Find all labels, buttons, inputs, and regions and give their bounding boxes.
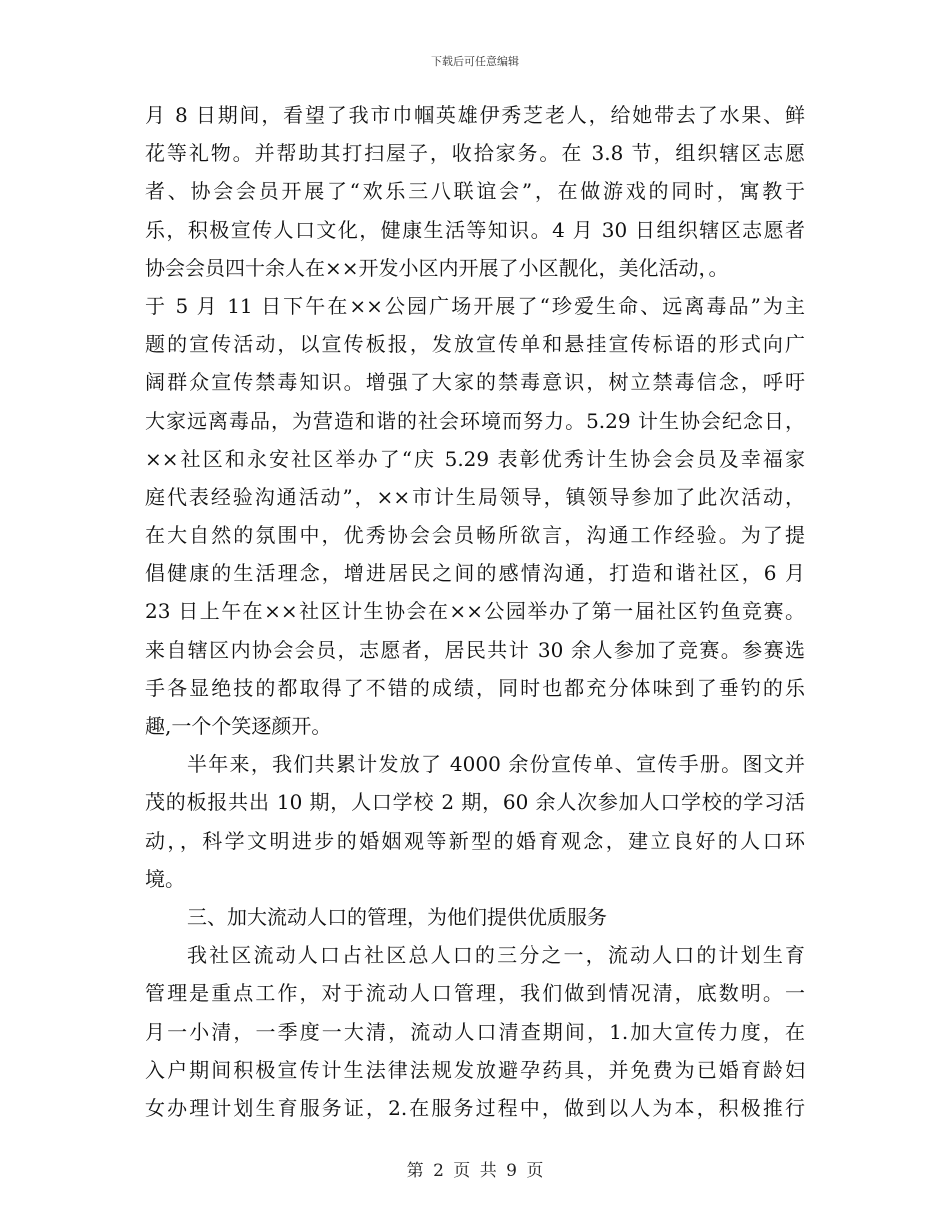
paragraph-first-line: 我社区流动人口占社区总人口的三分之一，流动人口的计划生育 <box>187 943 805 968</box>
body-line: 大家远离毒品，为营造和谐的社会环境而努力。5.29 计生协会纪念日， <box>145 408 805 433</box>
paragraph-first-line: 半年来，我们共累计发放了 4000 余份宣传单、宣传手册。图文并 <box>187 752 805 777</box>
body-line: 花等礼物。并帮助其打扫屋子，收拾家务。在 3.8 节，组织辖区志愿 <box>145 141 805 166</box>
document-body <box>145 96 805 1127</box>
body-line: 庭代表经验沟通活动”，××市计生局领导，镇领导参加了此次活动， <box>145 484 805 509</box>
body-line: 倡健康的生活理念，增进居民之间的感情沟通，打造和谐社区，6 月 <box>145 561 805 586</box>
body-line: 茂的板报共出 10 期，人口学校 2 期，60 余人次参加人口学校的学习活 <box>145 790 805 815</box>
body-line: 阔群众宣传禁毒知识。增强了大家的禁毒意识，树立禁毒信念，呼吁 <box>145 370 805 395</box>
body-line: 月 8 日期间，看望了我市巾帼英雄伊秀芝老人，给她带去了水果、鲜 <box>145 103 805 127</box>
body-line: 管理是重点工作，对于流动人口管理，我们做到情况清，底数明。一 <box>145 981 805 1006</box>
body-line: 手各显绝技的都取得了不错的成绩，同时也都充分体味到了垂钓的乐 <box>145 675 805 700</box>
body-line: 乐，积极宣传人口文化，健康生活等知识。4 月 30 日组织辖区志愿者 <box>145 217 805 242</box>
body-line: 月一小清，一季度一大清，流动人口清查期间，1.加大宣传力度，在 <box>145 1019 805 1044</box>
body-line: 女办理计划生育服务证，2.在服务过程中，做到以人为本，积极推行 <box>145 1095 805 1120</box>
body-line: ××社区和永安社区举办了“庆 5.29 表彰优秀计生协会会员及幸福家 <box>145 446 805 471</box>
body-line: 境。 <box>145 866 185 891</box>
body-line: 于 5 月 11 日下午在××公园广场开展了“珍爱生命、远离毒品”为主 <box>145 293 805 318</box>
body-line: 题的宣传活动，以宣传板报，发放宣传单和悬挂宣传标语的形式向广 <box>145 332 805 357</box>
body-line: 协会会员四十余人在××开发小区内开展了小区靓化，美化活动，。 <box>145 255 729 280</box>
body-line: 动，，科学文明进步的婚姻观等新型的婚育观念，建立良好的人口环 <box>145 828 805 853</box>
page-number: 第 2 页 共 9 页 <box>406 1161 544 1181</box>
body-line: 23 日上午在××社区计生协会在××公园举办了第一届社区钓鱼竞赛。 <box>145 599 805 624</box>
body-line: 在大自然的氛围中，优秀协会会员畅所欲言，沟通工作经验。为了提 <box>145 523 805 548</box>
body-line: 者、协会会员开展了“欢乐三八联谊会”，在做游戏的同时，寓教于 <box>145 179 805 204</box>
page-header: 下载后可任意编辑 <box>431 55 519 68</box>
body-line: 入户期间积极宣传计生法律法规发放避孕药具，并免费为已婚育龄妇 <box>145 1057 805 1082</box>
section-heading: 三、加大流动人口的管理，为他们提供优质服务 <box>187 904 607 929</box>
body-line: 来自辖区内协会会员，志愿者，居民共计 30 余人参加了竞赛。参赛选 <box>145 637 805 662</box>
body-line: 趣,一个个笑逐颜开。 <box>145 714 332 738</box>
